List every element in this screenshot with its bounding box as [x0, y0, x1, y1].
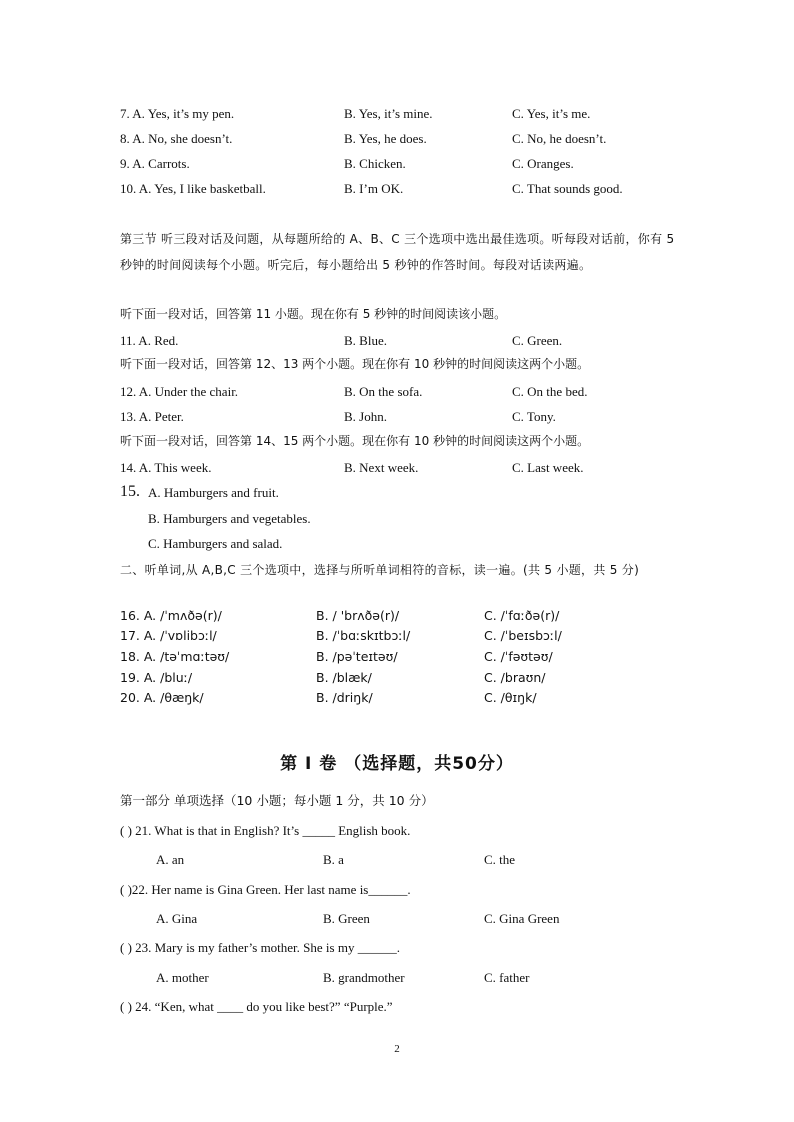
question-8: 8. A. No, she doesn’t. B. Yes, he does. C. No, he doesn’t.	[120, 131, 607, 146]
question-22-stem: ( )22. Her name is Gina Green. Her last name is______.	[120, 882, 411, 897]
question-21-stem: ( ) 21. What is that in English? It’s _____ English book.	[120, 823, 411, 838]
dialog2-instruction: 听下面一段对话，回答第 12、13 两个小题。现在你有 10 秒钟的时间阅读这两个小题。	[120, 357, 590, 371]
question-22-options: A. Gina B. Green C. Gina Green	[156, 911, 560, 926]
volume1-title: 第 I 卷 （选择题，共50分）	[280, 754, 514, 774]
section3-instructions: 第三节 听三段对话及问题，从每题所给的 A、B、C 三个选项中选出最佳选项。听每段对话前，你有 5 秒钟的时间阅读每个小题。听完后，每小题给出 5 秒钟的作答时间。每段对话读两遍。	[120, 232, 675, 272]
question-23-options: A. mother B. grandmother C. father	[156, 970, 530, 985]
question-7: 7. A. Yes, it’s my pen. B. Yes, it’s mine. C. Yes, it’s me.	[120, 106, 591, 121]
question-17: 17. A. /ˈvɒlibɔːl/ B. /ˈbɑːskɪtbɔːl/ C. /ˈbeɪsbɔːl/	[120, 628, 562, 643]
question-20: 20. A. /θæŋk/ B. /driŋk/ C. /θɪŋk/	[120, 690, 537, 705]
dialog3-instruction: 听下面一段对话，回答第 14、15 两个小题。现在你有 10 秒钟的时间阅读这两个小题。	[120, 434, 590, 448]
question-19: 19. A. /bluː/ B. /blæk/ C. /braʊn/	[120, 670, 546, 685]
dialog1-instruction: 听下面一段对话，回答第 11 小题。现在你有 5 秒钟的时间阅读该小题。	[120, 307, 507, 321]
question-18: 18. A. /təˈmɑːtəʊ/ B. /pəˈteɪtəʊ/ C. /ˈfəʊtəʊ/	[120, 649, 553, 664]
question-23-stem: ( ) 23. Mary is my father’s mother. She is my ______.	[120, 940, 400, 955]
single-choice-header: 第一部分 单项选择（10 小题；每小题 1 分，共 10 分）	[120, 793, 434, 808]
question-14: 14. A. This week. B. Next week. C. Last week.	[120, 460, 584, 475]
question-15: 15. A. Hamburgers and fruit.	[120, 483, 279, 500]
question-9: 9. A. Carrots. B. Chicken. C. Oranges.	[120, 156, 574, 171]
question-15-option-c: C. Hamburgers and salad.	[148, 536, 283, 551]
question-15-option-b: B. Hamburgers and vegetables.	[148, 511, 311, 526]
question-11: 11. A. Red. B. Blue. C. Green.	[120, 333, 563, 348]
question-21-options: A. an B. a C. the	[156, 852, 516, 867]
question-10: 10. A. Yes, I like basketball. B. I’m OK. C. That sounds good.	[120, 181, 623, 196]
question-12: 12. A. Under the chair. B. On the sofa. C. On the bed.	[120, 384, 588, 399]
question-16: 16. A. /ˈmʌðə(r)/ B. / 'brʌðə(r)/ C. /ˈfɑːðə(r)/	[120, 608, 560, 623]
part2-instructions: 二、听单词,从 A,B,C 三个选项中，选择与所听单词相符的音标，读一遍。(共 5 小题，共 5 分)	[120, 563, 640, 577]
question-13: 13. A. Peter. B. John. C. Tony.	[120, 409, 556, 424]
page-number: 2	[394, 1043, 400, 1055]
question-24-stem: ( ) 24. “Ken, what ____ do you like best?” “Purple.”	[120, 999, 393, 1014]
